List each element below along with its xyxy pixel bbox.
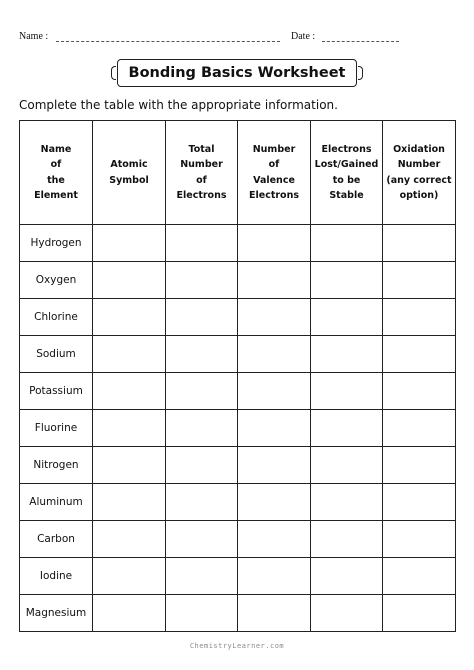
- element-name-cell: Carbon: [20, 521, 93, 558]
- answer-cell[interactable]: [166, 484, 238, 521]
- element-name-cell: Potassium: [20, 373, 93, 410]
- column-header-line: the: [47, 174, 65, 186]
- answer-cell[interactable]: [311, 262, 383, 299]
- answer-cell[interactable]: [166, 299, 238, 336]
- answer-cell[interactable]: [238, 595, 311, 632]
- answer-cell[interactable]: [166, 595, 238, 632]
- column-header: [20, 121, 93, 225]
- answer-cell[interactable]: [93, 262, 166, 299]
- answer-cell[interactable]: [238, 521, 311, 558]
- instruction-text: Complete the table with the appropriate information.: [19, 98, 338, 112]
- answer-cell[interactable]: [238, 336, 311, 373]
- column-header-line: Electrons: [321, 143, 372, 155]
- answer-cell[interactable]: [93, 373, 166, 410]
- column-header-line: Oxidation: [393, 143, 445, 155]
- answer-cell[interactable]: [93, 595, 166, 632]
- table-row: [20, 595, 456, 632]
- column-header-line: Number: [252, 143, 296, 155]
- answer-cell[interactable]: [383, 447, 456, 484]
- answer-cell[interactable]: [311, 447, 383, 484]
- answer-cell[interactable]: [311, 410, 383, 447]
- column-header-line: Electrons: [176, 190, 227, 201]
- worksheet-title: Bonding Basics Worksheet: [117, 59, 357, 87]
- answer-cell[interactable]: [238, 558, 311, 595]
- answer-cell[interactable]: [93, 558, 166, 595]
- name-field-line[interactable]: [56, 41, 280, 42]
- answer-cell[interactable]: [311, 521, 383, 558]
- answer-cell[interactable]: [383, 336, 456, 373]
- column-header-line: of: [50, 159, 62, 170]
- answer-cell[interactable]: [93, 521, 166, 558]
- column-header-line: Electrons: [249, 190, 299, 201]
- element-name-cell: Fluorine: [20, 410, 93, 447]
- column-header-line: (any correct: [386, 174, 452, 186]
- answer-cell[interactable]: [166, 373, 238, 410]
- name-label: Name :: [19, 31, 49, 42]
- table-row: [20, 447, 456, 484]
- column-header-line: Name: [40, 143, 72, 155]
- answer-cell[interactable]: [238, 225, 311, 262]
- table-header-row: [20, 121, 456, 225]
- answer-cell[interactable]: [311, 225, 383, 262]
- answer-cell[interactable]: [93, 225, 166, 262]
- answer-cell[interactable]: [383, 225, 456, 262]
- column-header-line: option): [399, 190, 439, 201]
- answer-cell[interactable]: [238, 410, 311, 447]
- column-header-line: of: [268, 159, 280, 170]
- element-name-cell: Iodine: [20, 558, 93, 595]
- answer-cell[interactable]: [93, 484, 166, 521]
- element-name-cell: Magnesium: [20, 595, 93, 632]
- table-row: [20, 336, 456, 373]
- answer-cell[interactable]: [311, 558, 383, 595]
- column-header-line: Element: [34, 190, 78, 201]
- table-row: [20, 558, 456, 595]
- answer-cell[interactable]: [238, 447, 311, 484]
- answer-cell[interactable]: [238, 299, 311, 336]
- answer-cell[interactable]: [311, 484, 383, 521]
- element-name-cell: Nitrogen: [20, 447, 93, 484]
- column-header: [383, 121, 456, 225]
- answer-cell[interactable]: [166, 447, 238, 484]
- worksheet-table: [19, 120, 456, 632]
- column-header: [93, 121, 166, 225]
- answer-cell[interactable]: [93, 299, 166, 336]
- element-name-cell: Chlorine: [20, 299, 93, 336]
- answer-cell[interactable]: [311, 336, 383, 373]
- answer-cell[interactable]: [383, 558, 456, 595]
- element-name-cell: Sodium: [20, 336, 93, 373]
- answer-cell[interactable]: [166, 521, 238, 558]
- column-header-line: Stable: [329, 190, 364, 201]
- answer-cell[interactable]: [166, 410, 238, 447]
- answer-cell[interactable]: [166, 225, 238, 262]
- table-row: [20, 410, 456, 447]
- column-header-line: to be: [332, 174, 361, 186]
- table-row: [20, 299, 456, 336]
- column-header: [238, 121, 311, 225]
- answer-cell[interactable]: [383, 373, 456, 410]
- answer-cell[interactable]: [166, 262, 238, 299]
- table-body: [20, 225, 456, 632]
- answer-cell[interactable]: [383, 595, 456, 632]
- answer-cell[interactable]: [238, 262, 311, 299]
- answer-cell[interactable]: [93, 447, 166, 484]
- date-field-line[interactable]: [322, 41, 399, 42]
- answer-cell[interactable]: [311, 299, 383, 336]
- answer-cell[interactable]: [383, 410, 456, 447]
- element-name-cell: Oxygen: [20, 262, 93, 299]
- element-name-cell: Aluminum: [20, 484, 93, 521]
- column-header-line: of: [196, 174, 207, 186]
- table-row: [20, 262, 456, 299]
- column-header-line: Atomic: [110, 159, 148, 170]
- answer-cell[interactable]: [383, 521, 456, 558]
- column-header-line: Number: [397, 159, 441, 170]
- answer-cell[interactable]: [93, 410, 166, 447]
- column-header: [166, 121, 238, 225]
- answer-cell[interactable]: [93, 336, 166, 373]
- table-row: [20, 521, 456, 558]
- answer-cell[interactable]: [238, 484, 311, 521]
- answer-cell[interactable]: [311, 373, 383, 410]
- answer-cell[interactable]: [238, 373, 311, 410]
- column-header-line: Valence: [253, 174, 295, 186]
- answer-cell[interactable]: [383, 299, 456, 336]
- column-header-line: Symbol: [109, 174, 149, 186]
- column-header: [311, 121, 383, 225]
- answer-cell[interactable]: [383, 262, 456, 299]
- table-row: [20, 484, 456, 521]
- column-header-line: Number: [180, 159, 223, 170]
- element-name-cell: Hydrogen: [20, 225, 93, 262]
- table-row: [20, 373, 456, 410]
- column-header-line: Lost/Gained: [314, 159, 379, 170]
- footer-credit: ChemistryLearner.com: [189, 642, 285, 650]
- answer-cell[interactable]: [166, 558, 238, 595]
- answer-cell[interactable]: [166, 336, 238, 373]
- answer-cell[interactable]: [311, 595, 383, 632]
- column-header-line: Total: [188, 143, 215, 155]
- title-banner: [113, 56, 361, 90]
- date-label: Date :: [291, 31, 316, 42]
- answer-cell[interactable]: [383, 484, 456, 521]
- table-row: [20, 225, 456, 262]
